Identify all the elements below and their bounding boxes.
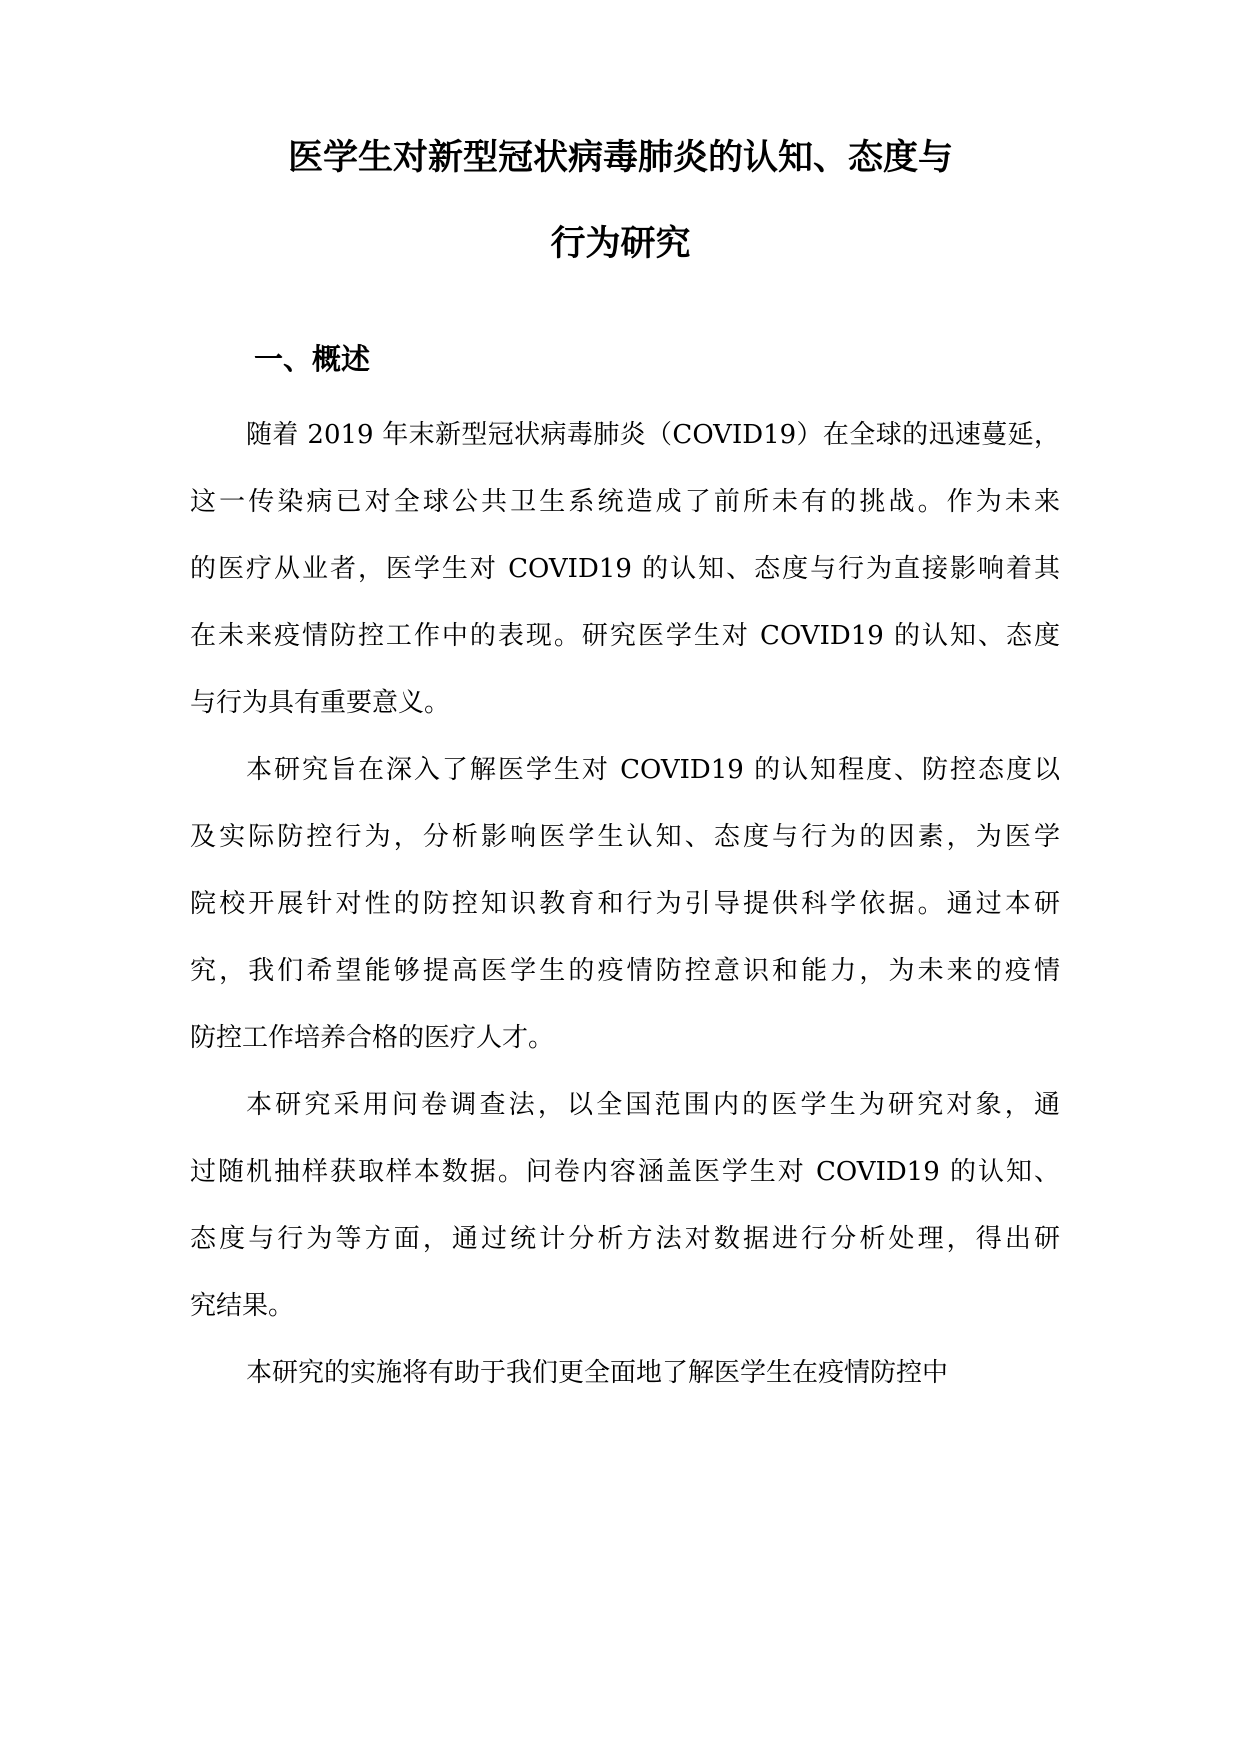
paragraph-line: 本研究旨在深入了解医学生对 COVID19 的认知程度、防控态度以 [246,755,1060,785]
paragraph-line: 院校开展针对性的防控知识教育和行为引导提供科学依据。通过本研 [190,889,1060,919]
section-heading: 一、概述 [254,342,371,376]
paragraph-line: 态度与行为等方面，通过统计分析方法对数据进行分析处理，得出研 [190,1224,1060,1254]
paragraph-line: 究，我们希望能够提高医学生的疫情防控意识和能力，为未来的疫情 [190,956,1060,986]
paragraph-line: 过随机抽样获取样本数据。问卷内容涵盖医学生对 COVID19 的认知、 [190,1157,1060,1187]
paragraph-line: 防控工作培养合格的医疗人才。 [190,1023,555,1053]
paragraph-line: 在未来疫情防控工作中的表现。研究医学生对 COVID19 的认知、态度 [190,621,1060,651]
document-title-line-1: 医学生对新型冠状病毒肺炎的认知、态度与 [287,138,953,178]
document-title-line-2: 行为研究 [550,224,691,264]
paragraph-line: 本研究的实施将有助于我们更全面地了解医学生在疫情防控中 [246,1358,949,1388]
paragraph-line: 本研究采用问卷调查法，以全国范围内的医学生为研究对象，通 [246,1090,1060,1120]
paragraph-line: 随着 2019 年末新型冠状病毒肺炎（COVID19）在全球的迅速蔓延， [246,420,1060,450]
paragraph-line: 这一传染病已对全球公共卫生系统造成了前所未有的挑战。作为未来 [190,487,1060,517]
paragraph-line: 究结果。 [190,1291,295,1321]
paragraph-line: 及实际防控行为，分析影响医学生认知、态度与行为的因素，为医学 [190,822,1060,852]
paragraph-line: 与行为具有重要意义。 [190,688,451,718]
paragraph-line: 的医疗从业者，医学生对 COVID19 的认知、态度与行为直接影响着其 [190,554,1060,584]
